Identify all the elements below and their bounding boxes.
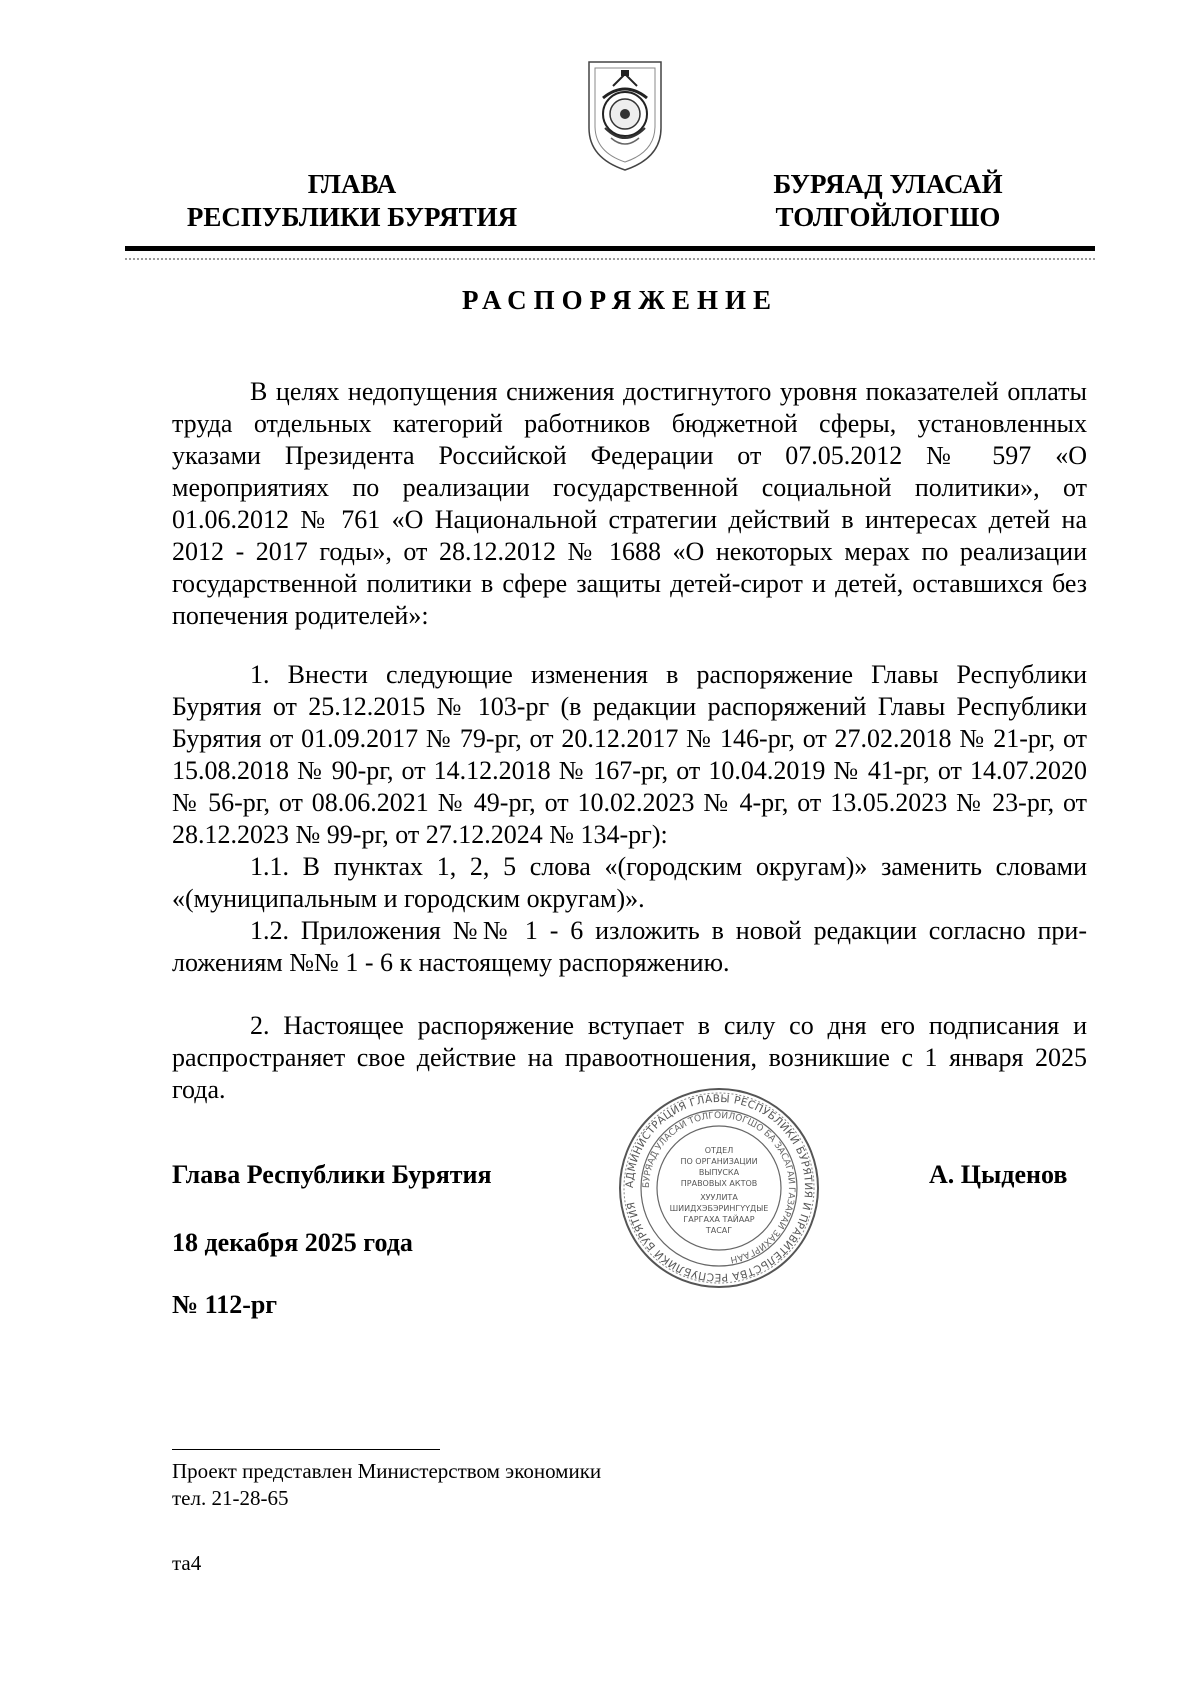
footnote-prepared-by: Проект представлен Министерством экономики	[172, 1459, 602, 1483]
seal-inner-text: БУРЯАД УЛАСАЙ ТОЛГОЙЛОГШО БА ЗАСАГАЙ ГАЗАРАЙ ЗАХИРГААН	[641, 1110, 797, 1265]
seal-center-line: ПРАВОВЫХ АКТОВ	[680, 1179, 758, 1188]
header-right	[738, 168, 1038, 234]
document-date: 18 декабря 2025 года	[172, 1228, 413, 1257]
seal-center-line: ОТДЕЛ	[704, 1146, 734, 1155]
header-left	[166, 168, 538, 234]
item-1-1-paragraph: 1.1. В пунктах 1, 2, 5 слова «(городским округам)» заменить словами «(муниципальным и городским округам)».	[172, 852, 1087, 913]
header-left-line1: ГЛАВА	[307, 169, 397, 199]
seal-center-line: ПО ОРГАНИЗАЦИИ	[680, 1157, 758, 1166]
document-title: РАСПОРЯЖЕНИЕ	[461, 285, 779, 315]
seal-center-line: ТАСАГ	[705, 1226, 733, 1235]
header-divider-dotted	[125, 258, 1095, 260]
signatory-name: А. Цыденов	[929, 1160, 1068, 1189]
header-divider-thick	[125, 246, 1095, 251]
document-number: № 112-рг	[172, 1290, 278, 1319]
item-1-paragraph: 1. Внести следующие изменения в распоряжение Главы Республики Бурятия от 25.12.2015 № 103-рг (в редакции распоряжений Главы Республики Бурятия от 01.09.2017 № 79-рг, от 20.12.2017 № 146-рг, от 27.02.2018 № 21-рг, от 15.08.2018 № 90-рг, от 14.12.2018 № 167-рг, от 10.04.2019 № 41-рг, от 14.07.2020 № 56-рг, от 08.06.2021 № 49-рг, от 10.02.2023 № 4-рг, от 13.05.2023 № 23-рг, от 28.12.2023 № 99-рг, от 27.12.2024 № 134-рг):	[172, 660, 1087, 849]
seal-outer-text: АДМИНИСТРАЦИЯ ГЛАВЫ РЕСПУБЛИКИ БУРЯТИЯ И ПРАВИТЕЛЬСТВА РЕСПУБЛИКИ БУРЯТИЯ	[623, 1092, 815, 1284]
header-left-line2: РЕСПУБЛИКИ БУРЯТИЯ	[186, 202, 518, 232]
item-2-paragraph: 2. Настоящее распоряжение вступает в силу со дня его подписания и распространяет свое действие на правоотношения, возникшие с 1 января 2025 года.	[172, 1011, 1087, 1104]
seal-center-line: ШИИДХЭБЭРИНГҮҮДЫЕ	[669, 1204, 769, 1213]
seal-center-line: ХУУЛИТА	[700, 1193, 738, 1202]
footnote-phone: тел. 21-28-65	[172, 1486, 289, 1510]
header-right-line2: ТОЛГОЙЛОГШО	[775, 202, 1001, 232]
official-seal-icon	[618, 1085, 820, 1291]
item-1-2-paragraph: 1.2. Приложения №№ 1 - 6 изложить в новой редакции согласно приложениям №№ 1 - 6 к настоящему распоряжению.	[172, 916, 1087, 977]
signatory-position: Глава Республики Бурятия	[172, 1160, 492, 1189]
seal-center-line: ГАРГАХА ТАЙААР	[683, 1215, 755, 1224]
footnote-divider	[172, 1449, 440, 1450]
preamble-paragraph: В целях недопущения снижения достигнутого уровня показателей оплаты труда отдельных категорий работников бюджетной сферы, установленных указами Президента Российской Федерации от 07.05.2012 № 597 «О мероприятиях по реализации государственной социальной политики», от 01.06.2012 № 761 «О Национальной стратегии действий в интересах детей на 2012 - 2017 годы», от 28.12.2012 № 1688 «О некоторых мерах по реализации государственной политики в сфере защиты детей-сирот и детей, оставшихся без попечения родителей»:	[172, 377, 1087, 630]
header-right-line1: БУРЯАД УЛАСАЙ	[773, 169, 1003, 199]
document-code: та4	[172, 1551, 202, 1575]
coat-of-arms-icon	[583, 58, 667, 174]
seal-center-line: ВЫПУСКА	[698, 1168, 740, 1177]
